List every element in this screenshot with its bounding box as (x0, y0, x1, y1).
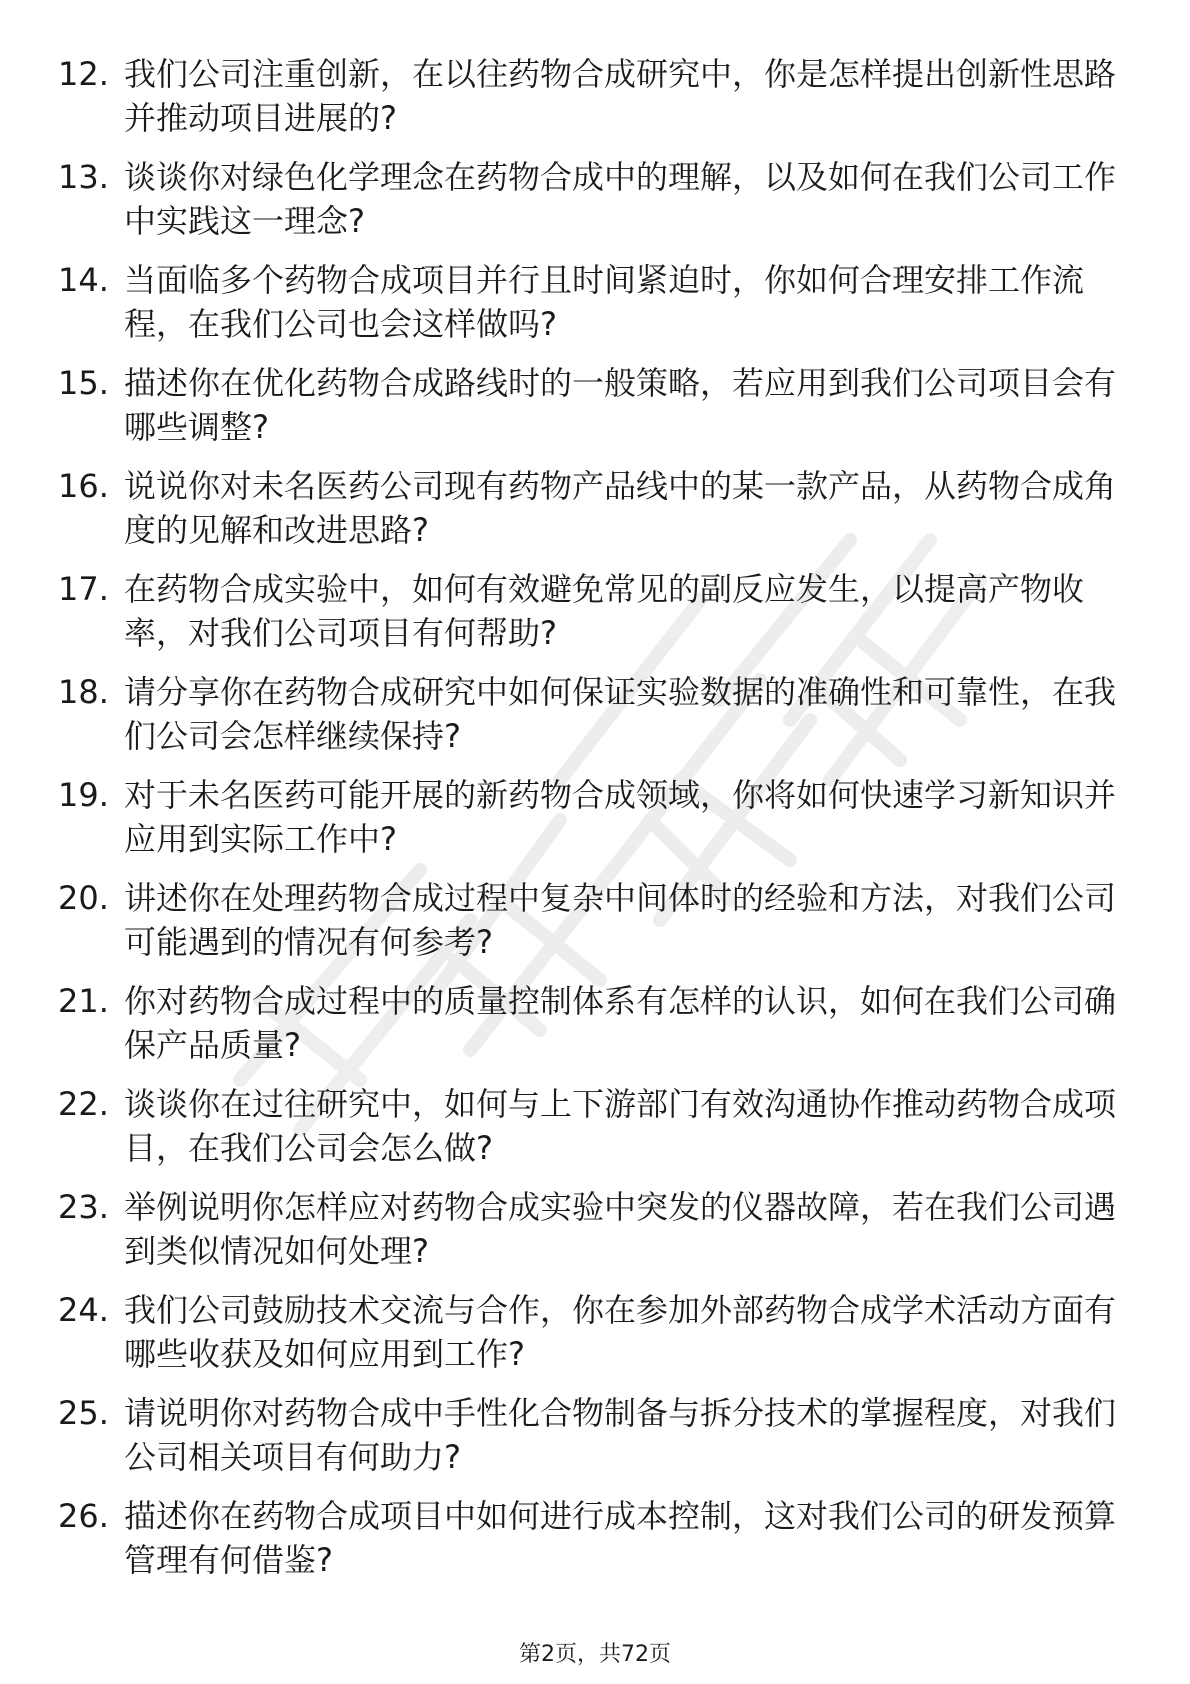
question-number: 22. (58, 1085, 109, 1123)
question-item (58, 1494, 1118, 1597)
question-text: 在药物合成实验中，如何有效避免常见的副反应发生，以提高产物收率，对我们公司项目有何帮助? (124, 570, 1085, 652)
question-number: 25. (58, 1394, 109, 1432)
question-text: 说说你对未名医药公司现有药物产品线中的某一款产品，从药物合成角度的见解和改进思路? (124, 467, 1117, 549)
question-text: 我们公司鼓励技术交流与合作，你在参加外部药物合成学术活动方面有哪些收获及如何应用到工作? (124, 1291, 1117, 1373)
question-number: 13. (58, 158, 109, 196)
question-text: 你对药物合成过程中的质量控制体系有怎样的认识，如何在我们公司确保产品质量? (124, 982, 1117, 1064)
question-number: 24. (58, 1291, 109, 1329)
question-number: 17. (58, 570, 109, 608)
question-item (58, 979, 1118, 1082)
question-item (58, 464, 1118, 567)
question-text: 举例说明你怎样应对药物合成实验中突发的仪器故障，若在我们公司遇到类似情况如何处理? (124, 1188, 1117, 1270)
question-text: 谈谈你在过往研究中，如何与上下游部门有效沟通协作推动药物合成项目，在我们公司会怎么做? (124, 1085, 1117, 1167)
question-number: 20. (58, 879, 109, 917)
question-item (58, 670, 1118, 773)
question-number: 19. (58, 776, 109, 814)
question-item (58, 876, 1118, 979)
question-item (58, 155, 1118, 258)
question-item (58, 52, 1118, 155)
question-text: 当面临多个药物合成项目并行且时间紧迫时，你如何合理安排工作流程，在我们公司也会这样做吗? (124, 261, 1085, 343)
question-item (58, 361, 1118, 464)
question-text: 请分享你在药物合成研究中如何保证实验数据的准确性和可靠性，在我们公司会怎样继续保持? (124, 673, 1117, 755)
question-item (58, 1288, 1118, 1391)
question-text: 讲述你在处理药物合成过程中复杂中间体时的经验和方法，对我们公司可能遇到的情况有何参考? (124, 879, 1117, 961)
question-text: 请说明你对药物合成中手性化合物制备与拆分技术的掌握程度，对我们公司相关项目有何助力? (124, 1394, 1117, 1476)
question-text: 对于未名医药可能开展的新药物合成领域，你将如何快速学习新知识并应用到实际工作中? (124, 776, 1117, 858)
question-item (58, 1391, 1118, 1494)
question-number: 16. (58, 467, 109, 505)
question-item (58, 1082, 1118, 1185)
question-number: 15. (58, 364, 109, 402)
page-number: 第2页，共72页 (519, 1642, 671, 1667)
question-text: 描述你在药物合成项目中如何进行成本控制，这对我们公司的研发预算管理有何借鉴? (124, 1497, 1117, 1579)
question-number: 26. (58, 1497, 109, 1535)
question-text: 谈谈你对绿色化学理念在药物合成中的理解，以及如何在我们公司工作中实践这一理念? (124, 158, 1117, 240)
question-number: 18. (58, 673, 109, 711)
question-number: 14. (58, 261, 109, 299)
question-number: 21. (58, 982, 109, 1020)
question-number: 23. (58, 1188, 109, 1226)
question-text: 描述你在优化药物合成路线时的一般策略，若应用到我们公司项目会有哪些调整? (124, 364, 1117, 446)
question-text: 我们公司注重创新，在以往药物合成研究中，你是怎样提出创新性思路并推动项目进展的? (124, 55, 1117, 137)
question-number: 12. (58, 55, 109, 93)
question-item (58, 258, 1118, 361)
question-list (58, 52, 1118, 1597)
question-item (58, 1185, 1118, 1288)
question-item (58, 773, 1118, 876)
question-item (58, 567, 1118, 670)
